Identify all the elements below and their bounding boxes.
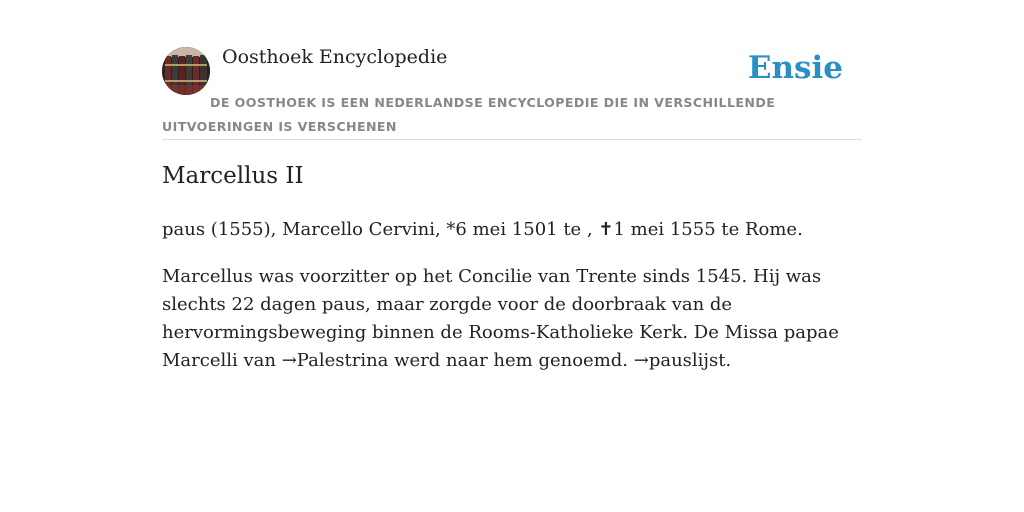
article-body bbox=[162, 263, 862, 375]
article-summary: paus (1555), Marcello Cervini, *6 mei 1501 te , ✝1 mei 1555 te Rome. bbox=[162, 219, 803, 240]
site-tagline: DE OOSTHOEK IS EEN NEDERLANDSE ENCYCLOPEDIE DIE IN VERSCHILLENDE UITVOERINGEN IS VERSCHENEN bbox=[162, 95, 776, 134]
site-header bbox=[162, 0, 862, 140]
encyclopedia-books-avatar-icon[interactable] bbox=[162, 47, 210, 95]
body-text-2: werd naar hem genoemd. bbox=[388, 350, 634, 371]
site-title-link[interactable]: Oosthoek Encyclopedie bbox=[222, 46, 448, 68]
link-palestrina[interactable]: →Palestrina bbox=[281, 350, 389, 371]
article-title: Marcellus II bbox=[162, 163, 304, 189]
body-text: Marcellus was voorzitter op het Concilie van Trente sinds 1545. Hij was slechts 22 dagen paus, maar zorgde voor de doorbraak van de hervormingsbeweging binnen de Rooms-Katholieke Kerk. De Missa papae Marcelli van bbox=[162, 266, 839, 371]
ensie-logo-link[interactable]: Ensie bbox=[747, 50, 843, 86]
body-text-3: . bbox=[725, 350, 732, 371]
page-container bbox=[162, 0, 862, 371]
link-pauslijst[interactable]: →pauslijst bbox=[633, 350, 726, 371]
